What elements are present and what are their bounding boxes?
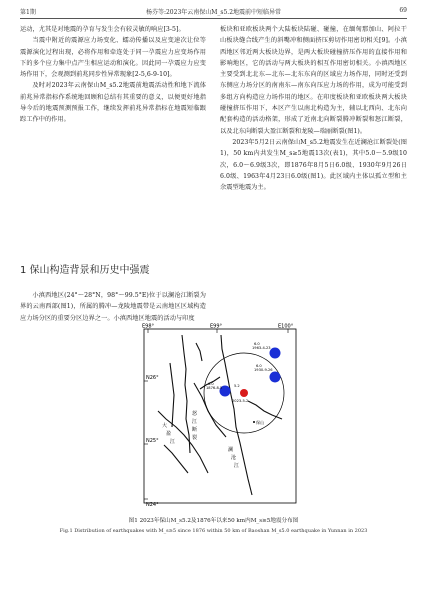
page-number: 69 <box>399 7 407 14</box>
main-quake-marker <box>240 389 248 397</box>
running-title: 杨芬等:2023年云南保山M_s5.2地震前中短临异常 <box>145 9 282 16</box>
event-mag-label: 6.0 <box>254 342 260 346</box>
city-label: 保山 <box>256 420 264 425</box>
historic-quake-marker <box>270 372 281 383</box>
event-date-label: 1930-9-26 <box>254 368 273 372</box>
fault-name-char: 沧 <box>231 455 237 461</box>
fault-name-char: 断 <box>192 427 198 433</box>
paragraph: 板块和亚欧板块两个大陆板块陆碰、碰撞，在缅甸那加山、阿拉干山板块缝合线产生的斜嘴冲和侧面挤压剪切作用密切相关[9]。小滇西地区邻近两大板块边界，是两大板块碰撞挤压作用的直接作用和影响地区，它的活动与两大板块的相互作用密切相关。小滇西地区主要受到北北东—北东—北东东向的区域应力场作用，同时还受到东侧应力场分区的南南东—南东向压应力场的作用，成为可能受到多组方向构造应力场作用的地区。在印度板块和亚欧板块两大板块碰撞挤压作用下，本区产生以南北构造为主，辅以北西向、北东向配套构造的活动格架，形成了近南北向断裂腾冲断裂和怒江断裂，以及北东向断裂大盈江断裂和龙陵—瑞丽断裂(图1)。 <box>220 26 407 135</box>
issue-number: 第1期 <box>20 9 36 16</box>
paragraph: 2023年5月2日云南保山M_s5.2地震发生在近澜沧江断裂处(图1)，50 km内共发生M_s≥5地震13次(表1)，其中5.0～5.9级10次，6.0～6.9级3次，即1876年8月5日6.0级、1930年9月26日6.0级、1963年4月23日6.0级(图1)。此区域内主体以孤立型和主余震型地震为主。 <box>220 138 407 192</box>
historic-quake-marker <box>270 348 281 359</box>
event-mag-label: 6.0 <box>208 382 214 386</box>
left-column <box>20 24 206 126</box>
figure-map <box>136 323 304 509</box>
event-date-label: 2023-5-2 <box>232 399 249 403</box>
epicenter-map-svg <box>136 323 304 509</box>
paragraph: 小滇西地区(24°～28°N，98°～99.5°E)位于以澜沧江断裂为界的云南西部(图1)，所属的腾冲—龙陵地震带是云南地区区域构造应力场分区的重要分区边界之一。小滇西地区地震的活动与印度 <box>20 292 206 322</box>
fault-name-char: 盈 <box>166 431 172 437</box>
lat-label: N25° <box>146 438 159 444</box>
lon-label: E99° <box>210 323 223 330</box>
event-date-label: 1876-8-5 <box>206 386 223 390</box>
lon-label: E100° <box>278 323 294 330</box>
right-column <box>220 24 407 193</box>
figure-caption-en: Fig.1 Distribution of earthquakes with M_s≥5 since 1876 within 50 km of Baoshan M_s5.0 earthquake in Yunnan in 2023 <box>59 528 368 534</box>
city-dot <box>253 421 255 423</box>
event-mag-label: 5.2 <box>234 384 240 388</box>
lon-label: E98° <box>142 323 155 330</box>
paragraph: 运动，尤其是对地震的孕育与发生会有较灵敏的响应[3-5]。 <box>20 26 185 33</box>
left-column-lower <box>20 290 206 324</box>
lat-label: N24° <box>146 502 159 508</box>
fault-name-char: 裂 <box>192 435 198 441</box>
event-mag-label: 6.0 <box>256 364 262 368</box>
fault-name-char: 澜 <box>228 447 234 453</box>
paragraph: 及时对2023年云南保山M_s5.2地震前地震活动性和地下流体前兆异常指标作系统地回顾和总结有其重要的意义，以便更好地指导今后的地震预测预报工作，继续发挥前兆异常指标在地震短临跟踪工作中的作用。 <box>20 82 206 124</box>
figure-caption-cn: 图1 2023年保山M_s5.2及1876年以来50 km内M_s≥5地震分布图 <box>128 518 299 524</box>
fault-name-char: 江 <box>192 419 198 425</box>
fault-name-char: 江 <box>234 463 240 469</box>
running-header <box>20 7 407 18</box>
section-heading: 1 保山构造背景和历史中强震 <box>20 265 150 276</box>
header-rule <box>20 18 407 19</box>
paragraph: 当震中附近的震源应力场变化、蠕动传播以及应变速次让位等震源演化过程出现，必将作用和牵连处于同一孕震应力应变场作用下的多个应力集中点产生相应运动和演化。因此同一孕震应力应变场作用下，会观测到前兆同步性异常现象[2-5,6-9-10]。 <box>20 37 206 79</box>
event-date-label: 1963-4-23 <box>252 346 271 350</box>
fault-name-char: 怒 <box>192 411 198 417</box>
fault-name-char: 江 <box>170 439 176 445</box>
lat-label: N26° <box>146 375 159 381</box>
fault-name-char: 大 <box>162 423 168 429</box>
